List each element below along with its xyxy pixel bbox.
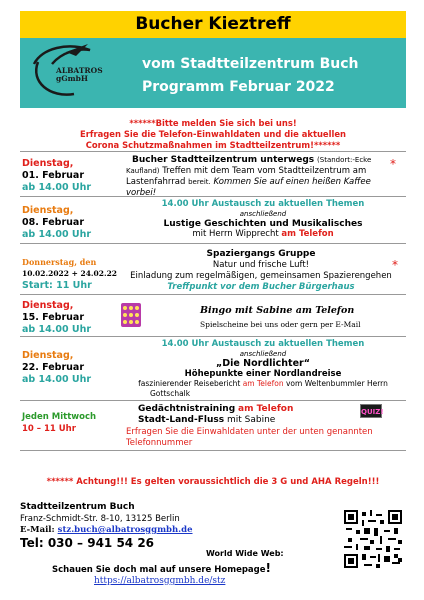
event-row-6: [20, 400, 406, 450]
event-description: Kaufland) Treffen mit dem Team vom Stadtteilzentrum am Lastenfahrrad bereit. Kommen Sie auf einen heißen Kaffee vorbei!: [126, 166, 371, 198]
bingo-card-icon: [121, 303, 141, 327]
event-date: Dienstag, 08. Februar ab 14.00 Uhr: [22, 205, 92, 240]
event-date: Jeden Mittwoch 10 – 11 Uhr: [22, 412, 97, 434]
address: Franz-Schmidt-Str. 8-10, 13125 Berlin: [20, 514, 180, 524]
www-label: World Wide Web:: [206, 549, 284, 558]
org-name: Stadtteilzentrum Buch: [20, 502, 135, 512]
event-row-2: [20, 196, 406, 243]
header-band: [20, 38, 406, 108]
star-mark: *: [392, 258, 398, 272]
notice-line-1: ******Bitte melden Sie sich bei uns!: [129, 118, 297, 128]
page-title: Bucher Kieztreff: [20, 11, 406, 38]
phone-number: Tel: 030 – 941 54 26: [20, 536, 155, 550]
header-subtitle: vom Stadtteilzentrum Buch: [142, 56, 359, 72]
notice-line-3: Corona Schutzmaßnahmen im Stadtteilzentrum!******: [85, 140, 341, 150]
homepage-link[interactable]: https://albatrosggmbh.de/stz: [94, 576, 226, 586]
header-program-title: Programm Februar 2022: [142, 79, 335, 95]
event-date: Dienstag, 01. Februar ab 14.00 Uhr: [22, 158, 92, 193]
divider: [20, 450, 406, 451]
event-row-1: [20, 151, 406, 196]
logo-wordmark: ALBATROS gGmbH: [56, 66, 103, 83]
event-row-4: [20, 294, 406, 336]
email-line: E-Mail: stz.buch@albatrosggmbh.de: [20, 525, 193, 535]
email-link[interactable]: stz.buch@albatrosggmbh.de: [57, 525, 193, 535]
contact-footer: [20, 500, 406, 596]
rules-notice: ****** Achtung!!! Es gelten voraussichtlich die 3 G und AHA Regeln!!!: [46, 477, 380, 487]
event-row-3: [20, 243, 406, 294]
notice-line-2: Erfragen Sie die Telefon-Einwahldaten und die aktuellen: [80, 129, 346, 139]
qr-code-icon[interactable]: [344, 510, 402, 568]
event-description: 14.00 Uhr Austausch zu aktuellen Themen anschließend „Die Nordlichter“ Höhepunkte einer Nordlandreise faszinierender Reisebericht am Telefon vom Weltenbummler Herrn: [138, 339, 388, 388]
event-description: Spaziergangs Gruppe Natur und frische Luft! Einladung zum regelmäßigen, gemeinsamen Spazierengehen Treffpunkt vor dem Bucher Bürgerhaus: [130, 249, 392, 292]
star-mark: *: [390, 157, 396, 171]
quiz-icon: QUIZ!: [360, 404, 382, 418]
event-date: Donnerstag, den 10.02.2022 + 24.02.22 Start: 11 Uhr: [22, 257, 118, 291]
event-description: Bingo mit Sabine am Telefon Spielscheine bei uns oder gern per E-Mail: [200, 305, 361, 329]
event-description: Erfragen Sie die Einwahldaten unter der unten genannten Telefonnummer: [126, 427, 373, 448]
event-description: 14.00 Uhr Austausch zu aktuellen Themen anschließend Lustige Geschichten und Musikalisches mit Herrn Wipprecht am Telefon: [161, 199, 365, 239]
event-date: Dienstag, 22. Februar ab 14.00 Uhr: [22, 350, 92, 385]
event-date: Dienstag, 15. Februar ab 14.00 Uhr: [22, 300, 92, 335]
homepage-hint: Schauen Sie doch mal auf unsere Homepage!: [52, 561, 271, 575]
event-speaker: Gottschalk: [150, 389, 191, 398]
event-title: Bucher Stadtteilzentrum unterwegs (Standort:-Ecke: [132, 155, 372, 165]
event-row-5: [20, 336, 406, 400]
event-title: Gedächtnistraining am Telefon Stadt-Land-Fluss mit Sabine: [138, 404, 294, 425]
